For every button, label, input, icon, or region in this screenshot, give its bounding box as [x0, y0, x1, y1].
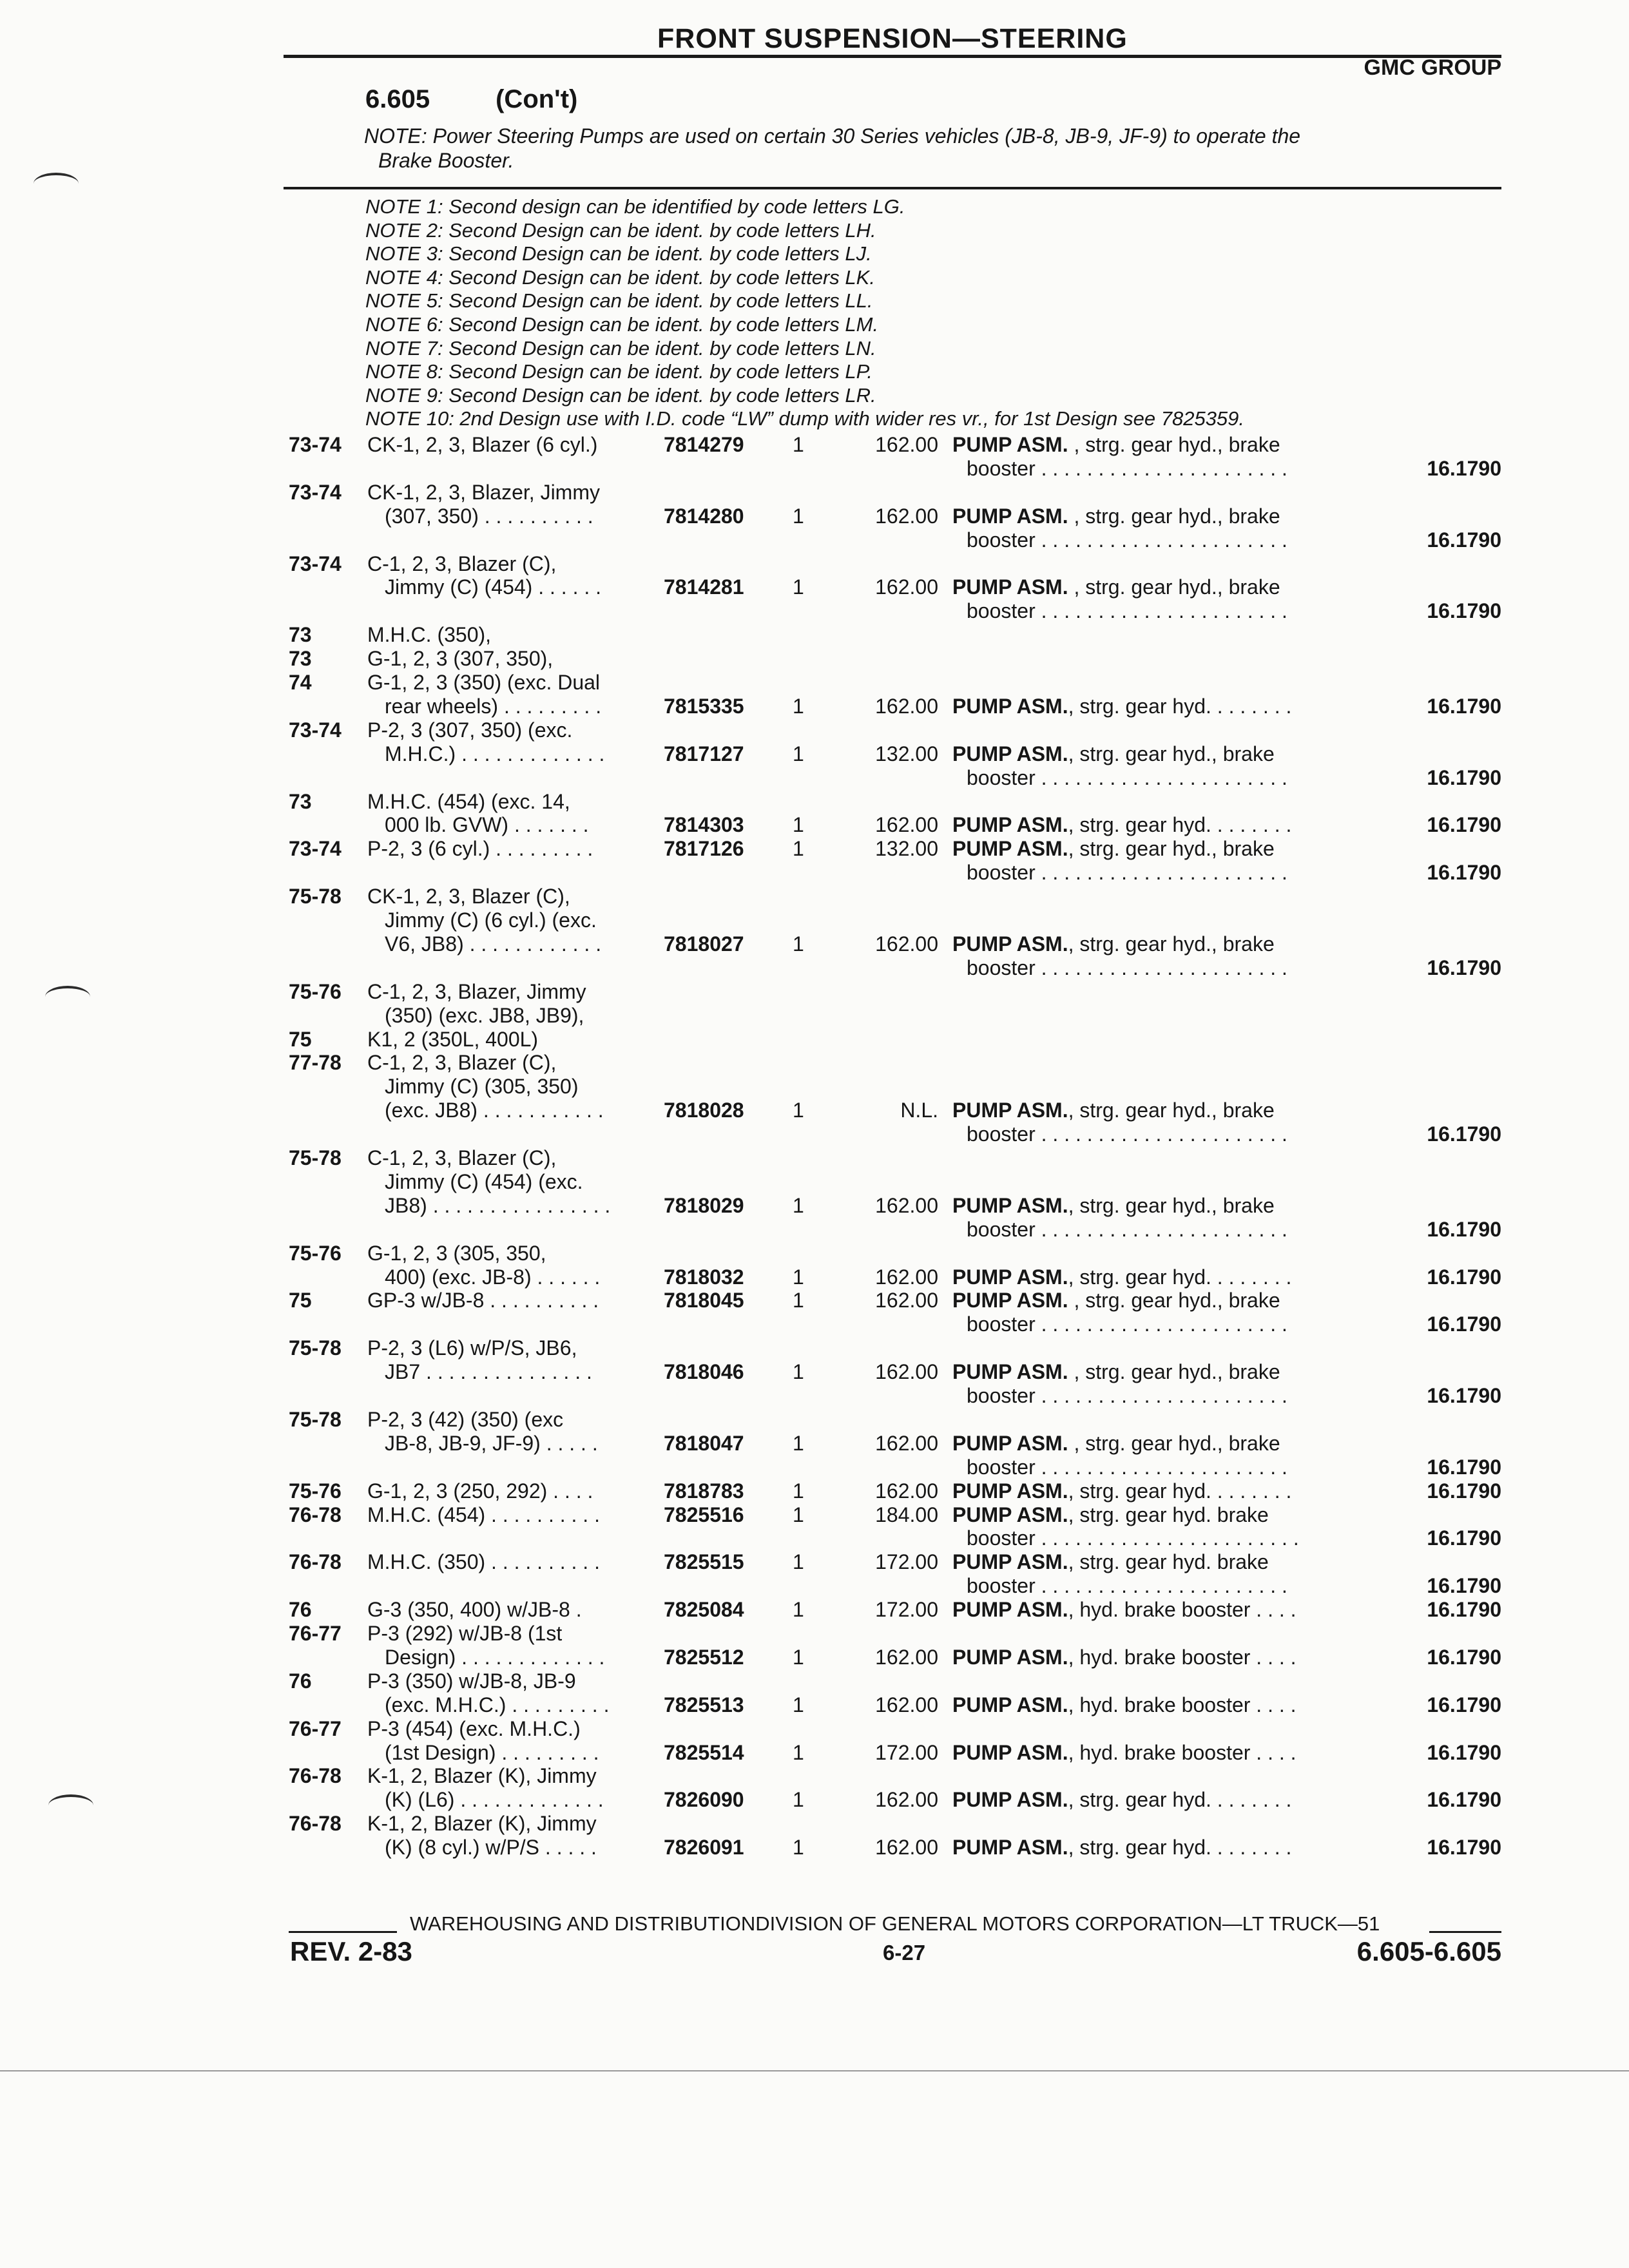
part-number: 7818046	[664, 1360, 744, 1384]
vehicle-description: 400) (exc. JB-8) . . . . . .	[385, 1265, 601, 1289]
part-name	[952, 695, 1291, 718]
part-name	[952, 1194, 1275, 1217]
footer-division-line: WAREHOUSING AND DISTRIBUTIONDIVISION OF GENERAL MOTORS CORPORATION—LT TRUCK—51	[410, 1912, 1380, 1935]
list-price: 162.00	[875, 1645, 938, 1669]
list-price: 184.00	[875, 1503, 938, 1526]
list-price: 162.00	[875, 575, 938, 599]
model-year: 76-77	[289, 1622, 342, 1645]
part-name	[952, 575, 1280, 599]
part-name-detail: , strg. gear hyd., brake	[1068, 1289, 1280, 1312]
list-price: 172.00	[875, 1550, 938, 1574]
design-note: NOTE 5: Second Design can be ident. by code letters LL.	[365, 289, 873, 312]
part-name-continued: booster . . . . . . . . . . . . . . . . . . . . . .	[967, 1122, 1287, 1146]
part-name-bold: PUMP ASM.	[952, 504, 1068, 528]
part-name-bold: PUMP ASM.	[952, 1788, 1068, 1812]
design-notes	[365, 195, 1244, 431]
vehicle-description: (exc. JB8) . . . . . . . . . . .	[385, 1099, 604, 1122]
quantity: 1	[793, 1836, 804, 1860]
part-name-continued: booster . . . . . . . . . . . . . . . . . . . . . .	[967, 528, 1287, 552]
model-year: 75-78	[289, 1407, 342, 1431]
vehicle-description: G-1, 2, 3 (307, 350),	[367, 647, 554, 671]
part-name	[952, 932, 1275, 956]
group-code: 16.1790	[1427, 956, 1501, 979]
part-name-bold: PUMP ASM.	[952, 1193, 1068, 1217]
section-number: 6.605	[365, 85, 430, 113]
model-year: 76-78	[289, 1764, 342, 1788]
list-price: 132.00	[875, 837, 938, 861]
part-name-bold: PUMP ASM.	[952, 575, 1068, 599]
part-name	[952, 1265, 1291, 1289]
model-year: 76	[289, 1669, 312, 1693]
design-note: NOTE 8: Second Design can be ident. by code letters LP.	[365, 360, 872, 383]
part-name	[952, 433, 1280, 456]
vehicle-description: K-1, 2, Blazer (K), Jimmy	[367, 1812, 597, 1836]
vehicle-description: (1st Design) . . . . . . . . .	[385, 1740, 599, 1764]
vehicle-description: G-1, 2, 3 (305, 350,	[367, 1241, 546, 1265]
part-number: 7817127	[664, 742, 744, 765]
part-name-detail: , strg. gear hyd., brake	[1068, 1431, 1280, 1455]
design-note: NOTE 9: Second Design can be ident. by code letters LR.	[365, 383, 876, 407]
vehicle-description: CK-1, 2, 3, Blazer (6 cyl.)	[367, 433, 598, 456]
vehicle-description: P-3 (350) w/JB-8, JB-9	[367, 1669, 576, 1693]
part-number: 7826091	[664, 1836, 744, 1860]
part-name	[952, 1836, 1291, 1859]
model-year: 73-74	[289, 552, 342, 575]
part-name-bold: PUMP ASM.	[952, 1598, 1068, 1622]
part-name-detail: , hyd. brake booster . . . .	[1068, 1740, 1296, 1764]
quantity: 1	[793, 1360, 804, 1384]
part-name-continued: booster . . . . . . . . . . . . . . . . . . . . . .	[967, 1455, 1287, 1479]
model-year: 75-78	[289, 885, 342, 908]
part-number: 7818045	[664, 1289, 744, 1312]
group-code: 16.1790	[1427, 1693, 1501, 1716]
part-name	[952, 505, 1280, 528]
part-name	[952, 837, 1275, 860]
vehicle-description: CK-1, 2, 3, Blazer (C),	[367, 885, 570, 908]
part-name-detail: , hyd. brake booster . . . .	[1068, 1693, 1296, 1716]
part-name-continued: booster . . . . . . . . . . . . . . . . . . . . . .	[967, 765, 1287, 789]
part-name	[952, 1550, 1269, 1573]
list-price: 162.00	[875, 694, 938, 718]
part-name-detail: , strg. gear hyd. . . . . . . .	[1068, 813, 1292, 837]
vehicle-description: Jimmy (C) (6 cyl.) (exc.	[385, 908, 597, 932]
part-name-bold: PUMP ASM.	[952, 1740, 1068, 1764]
part-number: 7814303	[664, 813, 744, 837]
part-number: 7818047	[664, 1431, 744, 1455]
model-year: 73	[289, 623, 312, 647]
vehicle-description: M.H.C. (454) (exc. 14,	[367, 789, 570, 813]
part-number: 7818027	[664, 932, 744, 956]
vehicle-description: C-1, 2, 3, Blazer (C),	[367, 552, 557, 575]
part-name-continued: booster . . . . . . . . . . . . . . . . . . . . . .	[967, 861, 1287, 885]
vehicle-description: G-1, 2, 3 (250, 292) . . . .	[367, 1479, 593, 1503]
quantity: 1	[793, 1693, 804, 1716]
list-price: 132.00	[875, 742, 938, 765]
part-name	[952, 1432, 1280, 1455]
part-name	[952, 1099, 1275, 1122]
part-name-detail: , strg. gear hyd. . . . . . . .	[1068, 1788, 1292, 1812]
part-name-detail: , strg. gear hyd. . . . . . . .	[1068, 694, 1292, 718]
list-price: 172.00	[875, 1740, 938, 1764]
list-price: 162.00	[875, 1836, 938, 1860]
part-name-continued: booster . . . . . . . . . . . . . . . . . . . . . .	[967, 1217, 1287, 1241]
model-year: 73-74	[289, 837, 342, 861]
quantity: 1	[793, 742, 804, 765]
part-name	[952, 1289, 1280, 1312]
vehicle-description: (307, 350) . . . . . . . . . .	[385, 504, 593, 528]
quantity: 1	[793, 1099, 804, 1122]
vehicle-description: P-3 (292) w/JB-8 (1st	[367, 1622, 563, 1645]
quantity: 1	[793, 694, 804, 718]
group-code: 16.1790	[1427, 1598, 1501, 1622]
vehicle-description: C-1, 2, 3, Blazer, Jimmy	[367, 979, 586, 1003]
part-number: 7818028	[664, 1099, 744, 1122]
group-code: 16.1790	[1427, 1740, 1501, 1764]
group-code: 16.1790	[1427, 1122, 1501, 1146]
model-year: 76	[289, 1598, 312, 1622]
part-number: 7818029	[664, 1193, 744, 1217]
quantity: 1	[793, 433, 804, 456]
vehicle-description: (K) (8 cyl.) w/P/S . . . . .	[385, 1836, 597, 1860]
list-price: 162.00	[875, 1289, 938, 1312]
group-code: 16.1790	[1427, 1455, 1501, 1479]
booster-note	[364, 124, 1472, 173]
group-label: GMC GROUP	[1364, 55, 1501, 80]
binder-hole-mark	[48, 1794, 93, 1816]
group-code: 16.1790	[1427, 1836, 1501, 1860]
part-name	[952, 1646, 1296, 1669]
part-number: 7818032	[664, 1265, 744, 1289]
part-name-bold: PUMP ASM.	[952, 1503, 1068, 1526]
vehicle-description: JB7 . . . . . . . . . . . . . . .	[385, 1360, 592, 1384]
quantity: 1	[793, 813, 804, 837]
group-code: 16.1790	[1427, 528, 1501, 552]
quantity: 1	[793, 1479, 804, 1503]
group-code: 16.1790	[1427, 456, 1501, 480]
quantity: 1	[793, 1265, 804, 1289]
vehicle-description: P-2, 3 (L6) w/P/S, JB6,	[367, 1336, 577, 1360]
booster-note-line: NOTE: Power Steering Pumps are used on certain 30 Series vehicles (JB-8, JB-9, JF-9) to operate the	[364, 124, 1301, 148]
quantity: 1	[793, 837, 804, 861]
group-code: 16.1790	[1427, 1526, 1501, 1550]
vehicle-description: P-2, 3 (42) (350) (exc	[367, 1407, 564, 1431]
section-range: 6.605-6.605	[1356, 1936, 1501, 1966]
vehicle-description: (350) (exc. JB8, JB9),	[385, 1003, 584, 1027]
part-name-bold: PUMP ASM.	[952, 932, 1068, 956]
part-number: 7815335	[664, 694, 744, 718]
section-continued: (Con't)	[496, 85, 578, 113]
list-price: 162.00	[875, 813, 938, 837]
quantity: 1	[793, 1788, 804, 1812]
vehicle-description: (exc. M.H.C.) . . . . . . . . .	[385, 1693, 610, 1716]
model-year: 73-74	[289, 480, 342, 504]
part-name-bold: PUMP ASM.	[952, 1360, 1068, 1384]
group-code: 16.1790	[1427, 1384, 1501, 1407]
binder-hole-mark	[45, 986, 90, 1008]
model-year: 76-78	[289, 1812, 342, 1836]
vehicle-description: G-3 (350, 400) w/JB-8 .	[367, 1598, 582, 1622]
quantity: 1	[793, 1431, 804, 1455]
design-note: NOTE 1: Second design can be identified by code letters LG.	[365, 195, 905, 218]
part-name	[952, 1503, 1269, 1526]
part-number: 7825513	[664, 1693, 744, 1716]
quantity: 1	[793, 1503, 804, 1526]
model-year: 75-76	[289, 979, 342, 1003]
model-year: 73	[289, 789, 312, 813]
quantity: 1	[793, 1193, 804, 1217]
group-code: 16.1790	[1427, 694, 1501, 718]
list-price: 162.00	[875, 932, 938, 956]
model-year: 76-78	[289, 1550, 342, 1574]
model-year: 77-78	[289, 1051, 342, 1075]
group-code: 16.1790	[1427, 1312, 1501, 1336]
design-note: NOTE 2: Second Design can be ident. by code letters LH.	[365, 218, 876, 242]
part-number: 7825514	[664, 1740, 744, 1764]
footer-rule-right	[1429, 1931, 1501, 1933]
part-name-detail: , strg. gear hyd. . . . . . . .	[1068, 1836, 1292, 1860]
binder-hole-mark	[34, 173, 79, 195]
part-number: 7825516	[664, 1503, 744, 1526]
vehicle-description: CK-1, 2, 3, Blazer, Jimmy	[367, 480, 600, 504]
part-number: 7817126	[664, 837, 744, 861]
part-name-bold: PUMP ASM.	[952, 1431, 1068, 1455]
quantity: 1	[793, 504, 804, 528]
group-code: 16.1790	[1427, 1574, 1501, 1598]
footer-rule-left	[289, 1931, 397, 1933]
page-title: FRONT SUSPENSION—STEERING	[657, 23, 1128, 54]
vehicle-description: JB-8, JB-9, JF-9) . . . . .	[385, 1431, 598, 1455]
vehicle-description: P-2, 3 (307, 350) (exc.	[367, 718, 573, 742]
part-name	[952, 813, 1291, 836]
part-name-bold: PUMP ASM.	[952, 1693, 1068, 1716]
group-code: 16.1790	[1427, 1217, 1501, 1241]
quantity: 1	[793, 932, 804, 956]
notes-rule	[284, 187, 1501, 189]
part-name-detail: , strg. gear hyd., brake	[1068, 1360, 1280, 1384]
list-price: 162.00	[875, 1431, 938, 1455]
part-name-detail: , strg. gear hyd. brake	[1068, 1550, 1269, 1574]
part-name-bold: PUMP ASM.	[952, 694, 1068, 718]
group-code: 16.1790	[1427, 1645, 1501, 1669]
group-code: 16.1790	[1427, 861, 1501, 885]
part-name	[952, 1360, 1280, 1383]
part-name-continued: booster . . . . . . . . . . . . . . . . . . . . . .	[967, 599, 1287, 623]
quantity: 1	[793, 1645, 804, 1669]
list-price: N.L.	[900, 1099, 938, 1122]
booster-note-line: Brake Booster.	[378, 149, 514, 172]
list-price: 162.00	[875, 1265, 938, 1289]
vehicle-description: K1, 2 (350L, 400L)	[367, 1027, 539, 1051]
design-note: NOTE 7: Second Design can be ident. by code letters LN.	[365, 336, 876, 360]
vehicle-description: K-1, 2, Blazer (K), Jimmy	[367, 1764, 597, 1788]
part-name-bold: PUMP ASM.	[952, 1099, 1068, 1122]
part-name-bold: PUMP ASM.	[952, 1836, 1068, 1860]
list-price: 162.00	[875, 1693, 938, 1716]
design-note: NOTE 10: 2nd Design use with I.D. code “LW” dump with wider res vr., for 1st Design see 7825359.	[365, 407, 1245, 430]
vehicle-description: P-3 (454) (exc. M.H.C.)	[367, 1716, 581, 1740]
part-number: 7814280	[664, 504, 744, 528]
part-name	[952, 1693, 1296, 1716]
part-name-detail: , strg. gear hyd., brake	[1068, 742, 1275, 765]
design-note: NOTE 6: Second Design can be ident. by code letters LM.	[365, 312, 879, 336]
part-name-continued: booster . . . . . . . . . . . . . . . . . . . . . .	[967, 956, 1287, 979]
part-name-detail: , strg. gear hyd., brake	[1068, 837, 1275, 861]
vehicle-description: C-1, 2, 3, Blazer (C),	[367, 1051, 557, 1075]
group-code: 16.1790	[1427, 813, 1501, 837]
list-price: 162.00	[875, 1360, 938, 1384]
model-year: 75-78	[289, 1336, 342, 1360]
part-name	[952, 1479, 1291, 1503]
vehicle-description: Jimmy (C) (454) (exc.	[385, 1169, 583, 1193]
part-name-detail: , strg. gear hyd. . . . . . . .	[1068, 1479, 1292, 1503]
quantity: 1	[793, 1550, 804, 1574]
part-name-continued: booster . . . . . . . . . . . . . . . . . . . . . .	[967, 456, 1287, 480]
part-number: 7825084	[664, 1598, 744, 1622]
part-name-detail: , hyd. brake booster . . . .	[1068, 1598, 1296, 1622]
model-year: 73-74	[289, 433, 342, 456]
model-year: 73-74	[289, 718, 342, 742]
header-rule	[284, 55, 1501, 58]
vehicle-description: Design) . . . . . . . . . . . . .	[385, 1645, 605, 1669]
design-note: NOTE 4: Second Design can be ident. by code letters LK.	[365, 265, 875, 289]
vehicle-description: V6, JB8) . . . . . . . . . . . .	[385, 932, 602, 956]
part-name-detail: , hyd. brake booster . . . .	[1068, 1645, 1296, 1669]
revision-label: REV. 2-83	[290, 1936, 412, 1966]
part-number: 7814281	[664, 575, 744, 599]
group-code: 16.1790	[1427, 1265, 1501, 1289]
list-price: 162.00	[875, 1479, 938, 1503]
scan-edge-line	[0, 2070, 1629, 2071]
part-name-bold: PUMP ASM.	[952, 1479, 1068, 1503]
vehicle-description: M.H.C. (350),	[367, 623, 492, 647]
part-name	[952, 742, 1275, 765]
part-number: 7825512	[664, 1645, 744, 1669]
part-name	[952, 1598, 1296, 1621]
vehicle-description: JB8) . . . . . . . . . . . . . . . .	[385, 1193, 611, 1217]
list-price: 162.00	[875, 504, 938, 528]
part-name-detail: , strg. gear hyd., brake	[1068, 1099, 1275, 1122]
part-number: 7825515	[664, 1550, 744, 1574]
page-number: 6-27	[883, 1941, 926, 1965]
vehicle-description: P-2, 3 (6 cyl.) . . . . . . . . .	[367, 837, 593, 861]
part-name-detail: , strg. gear hyd., brake	[1068, 433, 1280, 456]
section-heading	[365, 85, 577, 114]
part-name-detail: , strg. gear hyd., brake	[1068, 575, 1280, 599]
model-year: 76-78	[289, 1503, 342, 1526]
part-name-bold: PUMP ASM.	[952, 1265, 1068, 1289]
vehicle-description: 000 lb. GVW) . . . . . . .	[385, 813, 589, 837]
vehicle-description: M.H.C. (454) . . . . . . . . . .	[367, 1503, 600, 1526]
vehicle-description: M.H.C. (350) . . . . . . . . . .	[367, 1550, 600, 1574]
model-year: 75-76	[289, 1241, 342, 1265]
model-year: 74	[289, 671, 312, 694]
design-note: NOTE 3: Second Design can be ident. by code letters LJ.	[365, 242, 872, 265]
model-year: 73	[289, 647, 312, 671]
part-name-detail: , strg. gear hyd., brake	[1068, 932, 1275, 956]
part-name-bold: PUMP ASM.	[952, 813, 1068, 837]
list-price: 162.00	[875, 1788, 938, 1812]
list-price: 162.00	[875, 1193, 938, 1217]
vehicle-description: (K) (L6) . . . . . . . . . . . . .	[385, 1788, 604, 1812]
quantity: 1	[793, 1740, 804, 1764]
quantity: 1	[793, 1289, 804, 1312]
part-name-bold: PUMP ASM.	[952, 837, 1068, 861]
vehicle-description: M.H.C.) . . . . . . . . . . . . .	[385, 742, 605, 765]
part-name-detail: , strg. gear hyd., brake	[1068, 504, 1280, 528]
part-name-continued: booster . . . . . . . . . . . . . . . . . . . . . .	[967, 1384, 1287, 1407]
model-year: 76-77	[289, 1716, 342, 1740]
model-year: 75	[289, 1027, 312, 1051]
part-name-bold: PUMP ASM.	[952, 1645, 1068, 1669]
part-name-detail: , strg. gear hyd. . . . . . . .	[1068, 1265, 1292, 1289]
part-number: 7818783	[664, 1479, 744, 1503]
vehicle-description: GP-3 w/JB-8 . . . . . . . . . .	[367, 1289, 599, 1312]
part-name-continued: booster . . . . . . . . . . . . . . . . . . . . . . .	[967, 1526, 1299, 1550]
list-price: 172.00	[875, 1598, 938, 1622]
part-name-continued: booster . . . . . . . . . . . . . . . . . . . . . .	[967, 1574, 1287, 1598]
part-name-bold: PUMP ASM.	[952, 1550, 1068, 1574]
part-name-bold: PUMP ASM.	[952, 433, 1068, 456]
model-year: 75	[289, 1289, 312, 1312]
part-number: 7826090	[664, 1788, 744, 1812]
model-year: 75-78	[289, 1146, 342, 1169]
group-code: 16.1790	[1427, 599, 1501, 623]
group-code: 16.1790	[1427, 1479, 1501, 1503]
quantity: 1	[793, 575, 804, 599]
list-price: 162.00	[875, 433, 938, 456]
part-name-detail: , strg. gear hyd. brake	[1068, 1503, 1269, 1526]
part-name	[952, 1741, 1296, 1764]
vehicle-description: Jimmy (C) (305, 350)	[385, 1075, 579, 1099]
vehicle-description: C-1, 2, 3, Blazer (C),	[367, 1146, 557, 1169]
vehicle-description: rear wheels) . . . . . . . . .	[385, 694, 602, 718]
part-name	[952, 1788, 1291, 1811]
part-name-continued: booster . . . . . . . . . . . . . . . . . . . . . .	[967, 1312, 1287, 1336]
vehicle-description: G-1, 2, 3 (350) (exc. Dual	[367, 671, 601, 694]
vehicle-description: Jimmy (C) (454) . . . . . .	[385, 575, 602, 599]
part-name-detail: , strg. gear hyd., brake	[1068, 1193, 1275, 1217]
part-name-bold: PUMP ASM.	[952, 1289, 1068, 1312]
part-name-bold: PUMP ASM.	[952, 742, 1068, 765]
group-code: 16.1790	[1427, 765, 1501, 789]
part-number: 7814279	[664, 433, 744, 456]
model-year: 75-76	[289, 1479, 342, 1503]
quantity: 1	[793, 1598, 804, 1622]
group-code: 16.1790	[1427, 1788, 1501, 1812]
